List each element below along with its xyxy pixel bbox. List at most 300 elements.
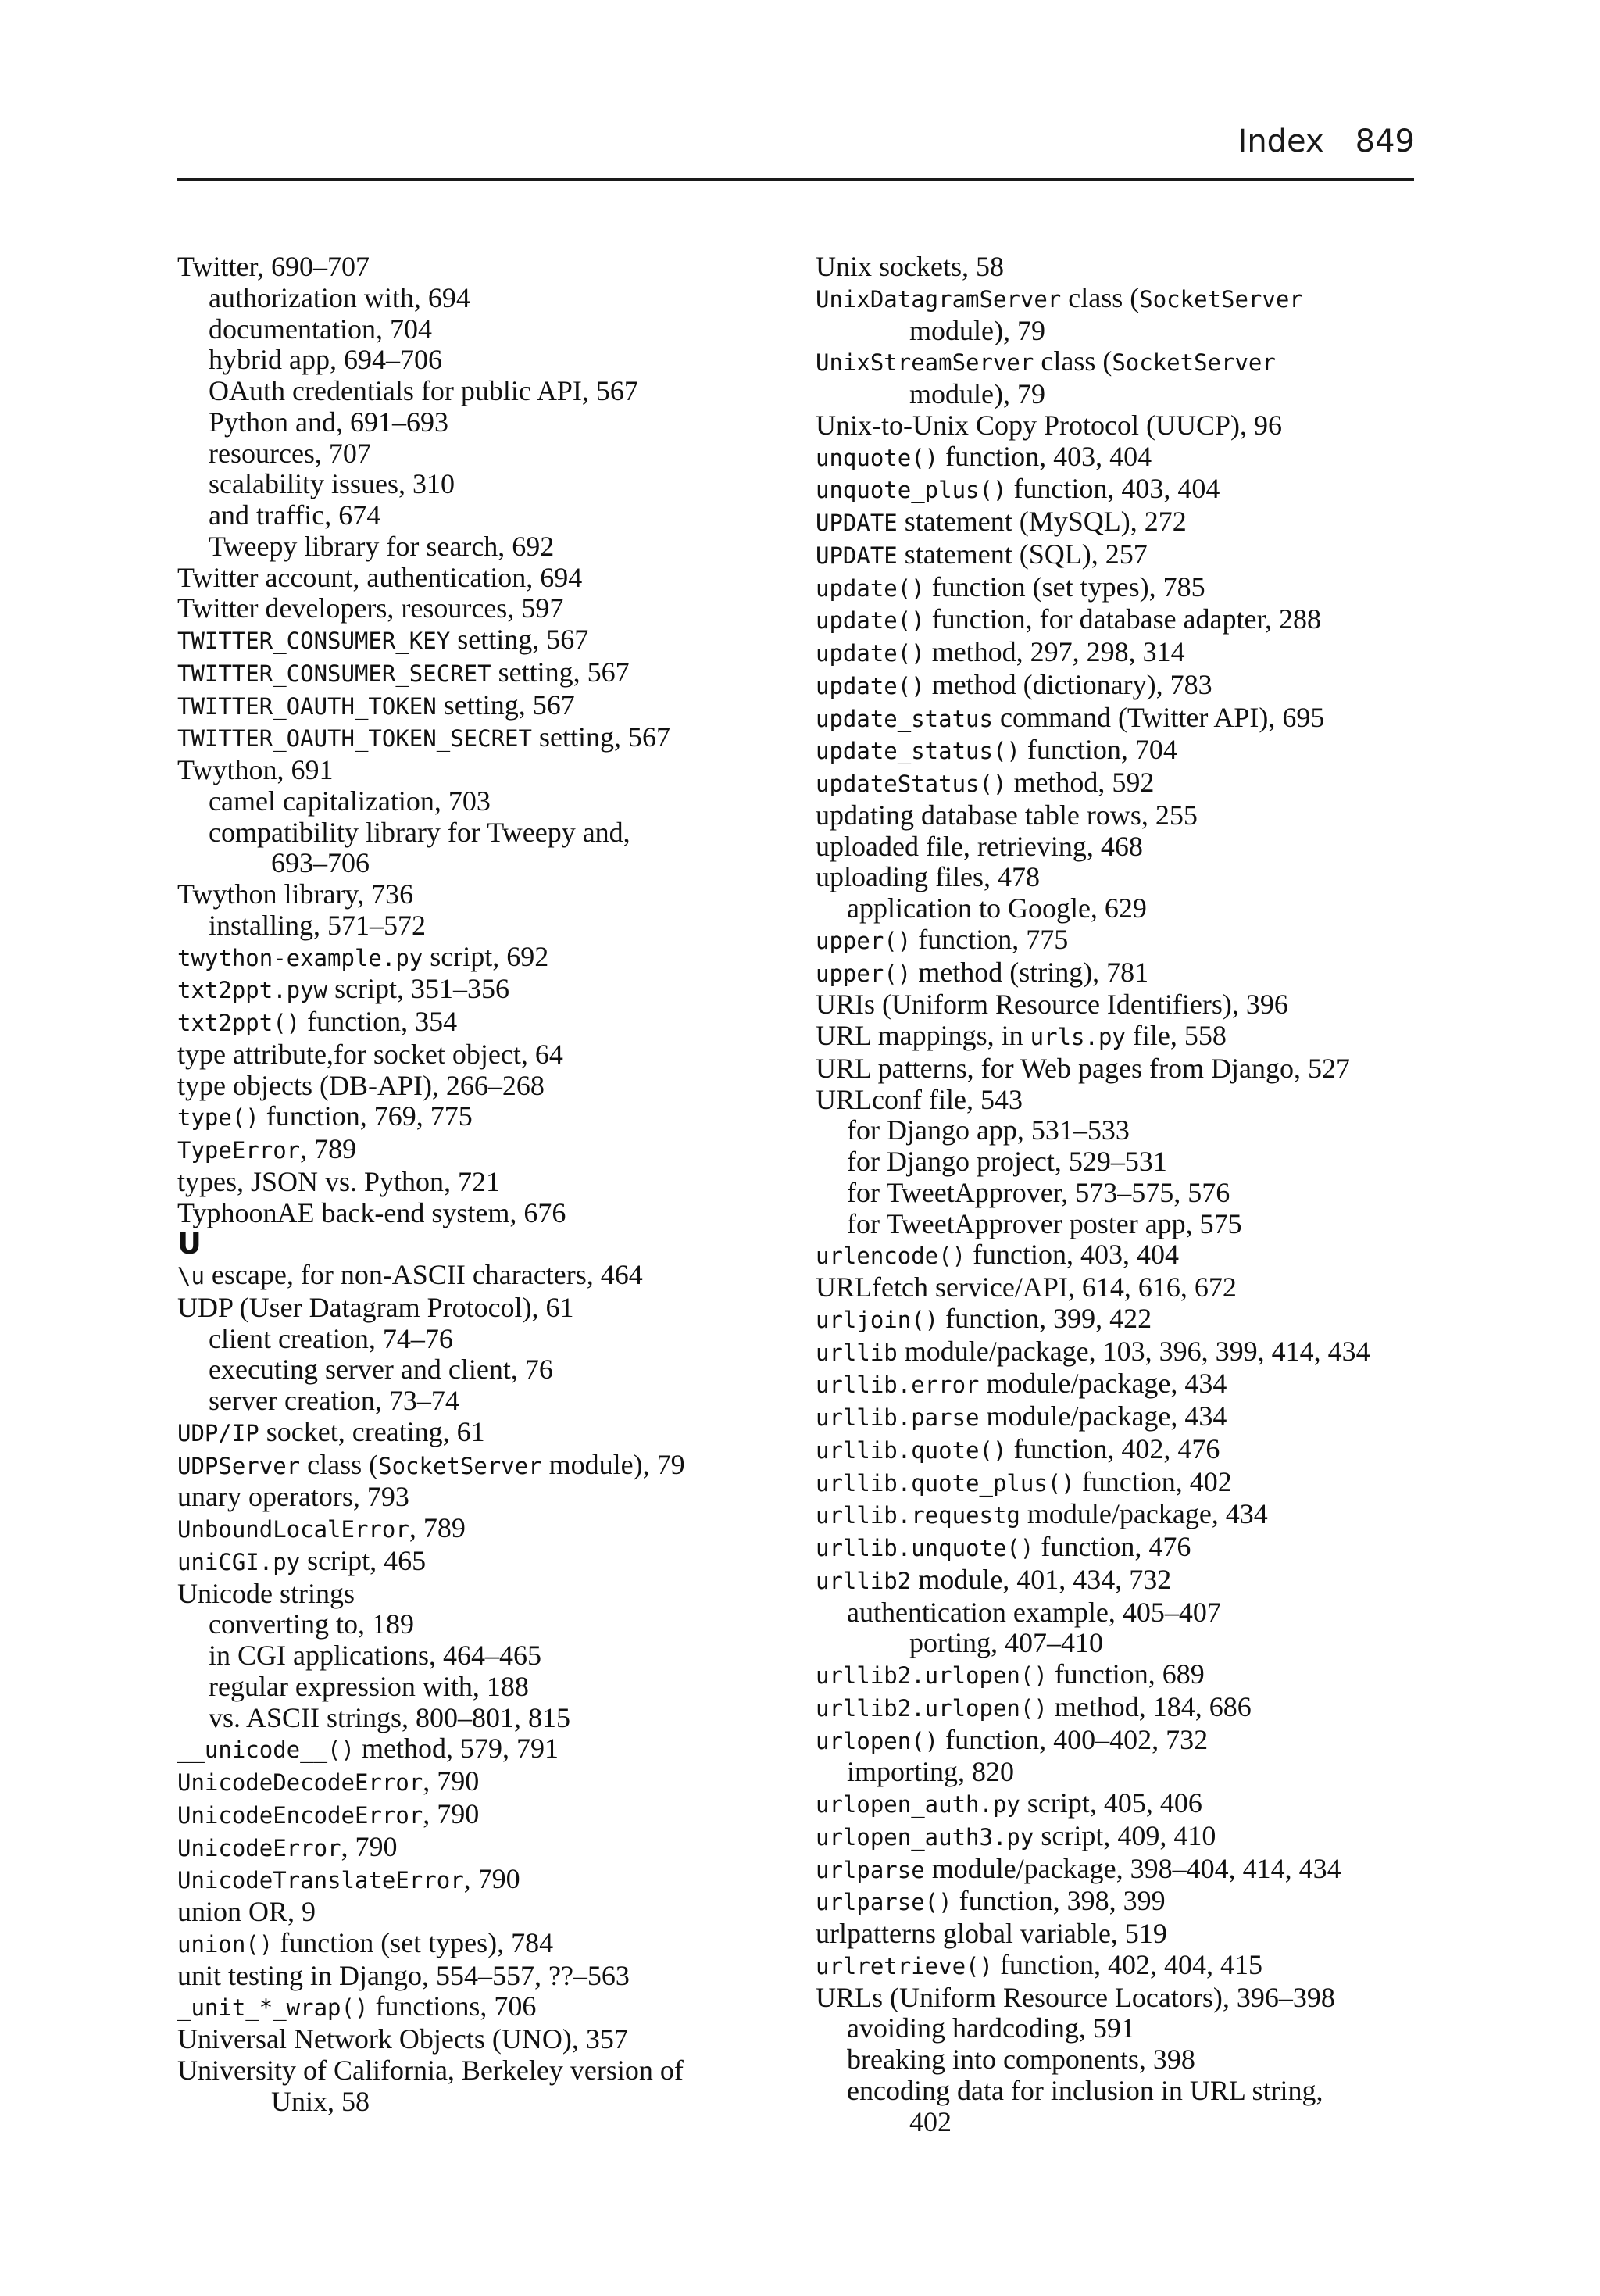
code-term: UnicodeEncodeError xyxy=(177,1801,423,1829)
entry-text: method (dictionary), 783 xyxy=(924,668,1212,700)
index-entry xyxy=(177,1260,779,1293)
index-entry xyxy=(816,1788,1433,1821)
index-entry xyxy=(177,879,779,910)
entry-text: script, 692 xyxy=(423,940,549,972)
entry-text: , 790 xyxy=(341,1830,398,1862)
entry-text: updating database table rows, 255 xyxy=(816,799,1198,831)
entry-text: URLs (Uniform Resource Locators), 396–398 xyxy=(816,1981,1335,2013)
index-subentry xyxy=(177,314,779,345)
index-entry xyxy=(816,1401,1433,1434)
entry-text: UDP (User Datagram Protocol), 61 xyxy=(177,1291,574,1323)
entry-text: function, 402 xyxy=(1074,1465,1232,1497)
entry-text: Twython, 691 xyxy=(177,754,334,785)
code-term: urls.py xyxy=(1030,1024,1126,1050)
code-term: uniCGI.py xyxy=(177,1548,301,1575)
entry-text: uploaded file, retrieving, 468 xyxy=(816,830,1143,862)
code-term: urllib.requestg xyxy=(816,1502,1020,1529)
index-subentry xyxy=(177,469,779,500)
code-term: union() xyxy=(177,1930,273,1958)
index-entry xyxy=(816,474,1433,506)
index-entry xyxy=(177,1897,779,1928)
entry-text: resources, 707 xyxy=(209,437,371,469)
code-term: UnixStreamServer xyxy=(816,349,1034,377)
entry-text: function, 775 xyxy=(911,923,1069,955)
entry-text: , 790 xyxy=(463,1863,520,1895)
index-entry xyxy=(816,1532,1433,1565)
index-entry xyxy=(177,657,779,690)
index-entry-continuation xyxy=(816,316,1433,347)
code-term: urljoin() xyxy=(816,1306,939,1333)
entry-text: statement (SQL), 257 xyxy=(897,538,1148,570)
code-term: type() xyxy=(177,1104,259,1132)
entry-text: uploading files, 478 xyxy=(816,861,1040,893)
code-term: UDPServer xyxy=(177,1452,301,1479)
entry-text: avoiding hardcoding, 591 xyxy=(847,2012,1135,2044)
entry-text: authorization with, 694 xyxy=(209,281,470,313)
entry-text: function, 399, 422 xyxy=(938,1302,1152,1334)
index-entry xyxy=(816,1692,1433,1725)
index-letter-heading: U xyxy=(177,1226,202,1261)
entry-text: method, 184, 686 xyxy=(1047,1690,1252,1722)
code-term: update() xyxy=(816,640,925,667)
index-subentry xyxy=(816,1628,1433,1659)
index-entry xyxy=(816,1821,1433,1854)
header-rule xyxy=(177,178,1414,181)
index-subentry xyxy=(177,1386,779,1417)
code-term: UnicodeError xyxy=(177,1834,341,1861)
entry-text: function, 403, 404 xyxy=(966,1239,1180,1271)
code-term: txt2ppt() xyxy=(177,1010,301,1036)
entry-text: method (string), 781 xyxy=(911,956,1149,988)
index-entry xyxy=(816,1886,1433,1919)
index-entry xyxy=(816,1304,1433,1336)
index-entry xyxy=(816,604,1433,637)
entry-text: module/package, 398–404, 414, 434 xyxy=(924,1852,1341,1884)
running-head xyxy=(1238,123,1415,159)
index-entry xyxy=(177,1799,779,1832)
index-entry xyxy=(177,1928,779,1961)
index-column-left xyxy=(177,252,779,2117)
entry-text: setting, 567 xyxy=(491,656,630,688)
entry-text: URL patterns, for Web pages from Django, 527 xyxy=(816,1052,1350,1084)
index-entry xyxy=(177,1579,779,1610)
code-term: SocketServer xyxy=(1112,349,1276,377)
entry-text: unit testing in Django, 554–557, ??–563 xyxy=(177,1959,630,1991)
index-subentry xyxy=(816,1146,1433,1178)
index-entry xyxy=(177,624,779,657)
index-entry xyxy=(816,1565,1433,1597)
index-entry xyxy=(816,1434,1433,1467)
code-term: urlopen_auth3.py xyxy=(816,1823,1034,1851)
entry-text: setting, 567 xyxy=(436,688,575,721)
index-subentry xyxy=(177,407,779,438)
code-term: urllib2 xyxy=(816,1567,912,1594)
index-subentry xyxy=(816,2044,1433,2076)
index-entry xyxy=(177,1101,779,1134)
index-subentry xyxy=(177,786,779,817)
index-entry xyxy=(816,1085,1433,1116)
index-entry xyxy=(177,1071,779,1102)
index-entry xyxy=(816,1919,1433,1950)
section-title: Index xyxy=(1238,123,1324,159)
entry-text: scalability issues, 310 xyxy=(209,468,455,500)
index-entry xyxy=(816,252,1433,283)
index-entry xyxy=(177,1293,779,1324)
entry-text: OAuth credentials for public API, 567 xyxy=(209,375,638,406)
entry-text: module/package, 434 xyxy=(979,1400,1227,1432)
entry-text: unary operators, 793 xyxy=(177,1481,409,1513)
code-term: urllib.unquote() xyxy=(816,1535,1034,1561)
index-entry xyxy=(177,1864,779,1897)
index-entry xyxy=(816,346,1433,379)
code-term: TWITTER_OAUTH_TOKEN xyxy=(177,692,437,720)
code-term: UnicodeTranslateError xyxy=(177,1867,464,1894)
entry-text: function (set types), 785 xyxy=(924,570,1205,603)
index-entry xyxy=(816,572,1433,605)
index-subentry xyxy=(816,2013,1433,2044)
code-term: update() xyxy=(816,607,925,635)
entry-text: breaking into components, 398 xyxy=(847,2044,1195,2075)
code-term: updateStatus() xyxy=(816,771,1007,797)
entry-text: module), 79 xyxy=(541,1448,685,1480)
index-subentry xyxy=(816,2107,1433,2138)
index-entry xyxy=(177,942,779,975)
entry-text: Python and, 691–693 xyxy=(209,406,449,438)
entry-text: compatibility library for Tweepy and, xyxy=(209,816,630,848)
index-entry xyxy=(816,957,1433,990)
index-entry xyxy=(816,539,1433,572)
entry-text: application to Google, 629 xyxy=(847,892,1147,924)
entry-text: module), 79 xyxy=(909,378,1045,409)
index-entry xyxy=(816,283,1433,316)
code-term: UPDATE xyxy=(816,510,898,536)
code-term: update_status xyxy=(816,705,993,732)
entry-text: Twitter, 690–707 xyxy=(177,251,370,282)
code-term: TWITTER_CONSUMER_SECRET xyxy=(177,660,491,687)
index-entry xyxy=(816,1053,1433,1085)
index-entry xyxy=(177,1546,779,1579)
index-entry xyxy=(177,755,779,786)
code-term: twython-example.py xyxy=(177,944,423,971)
index-entry xyxy=(816,1467,1433,1500)
index-entry xyxy=(816,767,1433,800)
index-subentry xyxy=(177,817,779,849)
entry-text: module, 401, 434, 732 xyxy=(911,1563,1172,1595)
index-entry xyxy=(816,924,1433,957)
code-term: UnicodeDecodeError xyxy=(177,1769,423,1796)
entry-text: , 789 xyxy=(300,1133,357,1164)
code-term: urllib2.urlopen() xyxy=(816,1694,1048,1722)
index-entry xyxy=(816,410,1433,442)
index-entry xyxy=(177,1733,779,1766)
entry-text: URL mappings, in xyxy=(816,1020,1030,1051)
entry-text: class ( xyxy=(1061,281,1140,313)
entry-text: for TweetApprover poster app, 575 xyxy=(847,1207,1242,1239)
code-term: urlencode() xyxy=(816,1243,966,1270)
entry-text: function, 354 xyxy=(300,1006,458,1037)
index-entry xyxy=(177,1167,779,1198)
index-entry xyxy=(816,1950,1433,1983)
entry-text: function, 403, 404 xyxy=(1006,473,1220,505)
entry-text: script, 405, 406 xyxy=(1020,1787,1202,1819)
index-subentry xyxy=(177,1324,779,1355)
index-entry-continuation xyxy=(177,2087,779,2118)
entry-text: Tweepy library for search, 692 xyxy=(209,530,555,562)
entry-text: function, 704 xyxy=(1020,734,1177,766)
index-entry xyxy=(177,1007,779,1039)
code-term: __unicode__() xyxy=(177,1736,355,1764)
entry-text: vs. ASCII strings, 800–801, 815 xyxy=(209,1701,571,1733)
code-term: urlparse() xyxy=(816,1889,952,1916)
code-term: urllib.quote() xyxy=(816,1436,1007,1464)
index-entry xyxy=(177,1832,779,1865)
entry-text: method, 592 xyxy=(1006,767,1155,798)
entry-text: setting, 567 xyxy=(531,721,670,753)
entry-text: importing, 820 xyxy=(847,1756,1014,1788)
index-entry xyxy=(177,722,779,755)
index-subentry xyxy=(816,1209,1433,1240)
entry-text: installing, 571–572 xyxy=(209,909,426,941)
index-subentry xyxy=(177,345,779,376)
code-term: UnixDatagramServer xyxy=(816,285,1062,313)
entry-text: converting to, 189 xyxy=(209,1608,414,1640)
entry-text: function, 476 xyxy=(1034,1531,1191,1562)
code-term: UDP/IP xyxy=(177,1419,259,1447)
code-term: update() xyxy=(816,672,925,699)
entry-text: function, 400–402, 732 xyxy=(938,1723,1209,1755)
entry-text: , 789 xyxy=(409,1512,466,1543)
index-entry xyxy=(177,974,779,1007)
entry-text: Unix-to-Unix Copy Protocol (UUCP), 96 xyxy=(816,409,1282,441)
code-term: urllib.parse xyxy=(816,1404,980,1431)
index-subentry xyxy=(177,1703,779,1734)
index-entry xyxy=(816,989,1433,1021)
entry-text: Twitter account, authentication, 694 xyxy=(177,561,583,593)
entry-text: script, 409, 410 xyxy=(1034,1819,1216,1851)
index-entry xyxy=(177,593,779,624)
index-entry xyxy=(177,2024,779,2055)
index-entry xyxy=(816,1021,1433,1053)
entry-text: URLconf file, 543 xyxy=(816,1083,1023,1115)
index-entry-continuation xyxy=(816,379,1433,410)
entry-text: for Django project, 529–531 xyxy=(847,1146,1167,1177)
entry-text: 693–706 xyxy=(271,847,370,879)
entry-text: server creation, 73–74 xyxy=(209,1385,459,1416)
entry-text: method, 297, 298, 314 xyxy=(924,636,1185,667)
index-subentry xyxy=(816,2076,1433,2107)
index-entry xyxy=(816,1725,1433,1758)
entry-text: function, 769, 775 xyxy=(259,1100,473,1132)
code-term: update_status() xyxy=(816,738,1020,765)
index-subentry xyxy=(177,531,779,563)
code-term: urllib.error xyxy=(816,1372,980,1399)
entry-text: for TweetApprover, 573–575, 576 xyxy=(847,1176,1230,1208)
index-entry xyxy=(177,1134,779,1167)
entry-text: socket, creating, 61 xyxy=(259,1415,485,1447)
entry-text: script, 351–356 xyxy=(327,973,510,1005)
entry-text: regular expression with, 188 xyxy=(209,1670,529,1702)
entry-text: Unicode strings xyxy=(177,1577,355,1609)
code-term: urlparse xyxy=(816,1856,925,1883)
entry-text: 402 xyxy=(909,2105,952,2137)
entry-text: module/package, 103, 396, 399, 414, 434 xyxy=(897,1335,1370,1367)
entry-text: function, 402, 404, 415 xyxy=(992,1948,1262,1980)
index-entry xyxy=(816,1983,1433,2014)
index-entry xyxy=(177,1450,779,1482)
entry-text: URIs (Uniform Resource Identifiers), 396 xyxy=(816,989,1288,1021)
entry-text: University of California, Berkeley version of xyxy=(177,2054,684,2086)
code-term: TWITTER_CONSUMER_KEY xyxy=(177,628,451,654)
code-term: urllib xyxy=(816,1339,898,1366)
index-subentry xyxy=(816,1597,1433,1629)
code-term: update() xyxy=(816,574,925,602)
entry-text: function, 398, 399 xyxy=(952,1885,1166,1917)
entry-text: documentation, 704 xyxy=(209,313,432,345)
entry-text: , 790 xyxy=(423,1765,480,1797)
index-subentry xyxy=(177,1609,779,1640)
index-entry xyxy=(816,1239,1433,1272)
entry-text: Unix, 58 xyxy=(271,2085,370,2117)
code-term: unquote_plus() xyxy=(816,477,1007,504)
index-subentry xyxy=(177,910,779,942)
entry-text: TyphoonAE back-end system, 676 xyxy=(177,1196,566,1228)
index-entry xyxy=(177,2055,779,2087)
code-term: upper() xyxy=(816,927,912,954)
entry-text: types, JSON vs. Python, 721 xyxy=(177,1165,501,1197)
index-subentry xyxy=(816,1757,1433,1788)
entry-text: function (set types), 784 xyxy=(273,1926,554,1958)
index-entry xyxy=(816,637,1433,670)
index-subentry xyxy=(177,848,779,879)
index-subentry xyxy=(177,500,779,531)
entry-text: type objects (DB-API), 266–268 xyxy=(177,1069,545,1101)
entry-text: executing server and client, 76 xyxy=(209,1354,553,1386)
index-entry xyxy=(816,703,1433,735)
entry-text: class ( xyxy=(300,1448,379,1480)
index-subentry xyxy=(816,893,1433,924)
code-term: urlretrieve() xyxy=(816,1952,993,1979)
entry-text: function, 403, 404 xyxy=(938,440,1152,472)
index-entry xyxy=(177,563,779,594)
index-entry xyxy=(177,252,779,283)
index-entry xyxy=(177,1417,779,1450)
index-entry xyxy=(816,831,1433,863)
entry-text: Twitter developers, resources, 597 xyxy=(177,592,564,624)
index-entry xyxy=(177,1198,779,1229)
entry-text: module), 79 xyxy=(909,314,1045,346)
entry-text: function, 402, 476 xyxy=(1006,1432,1220,1465)
index-entry xyxy=(177,1961,779,1992)
index-entry xyxy=(177,1991,779,2024)
entry-text: client creation, 74–76 xyxy=(209,1322,453,1354)
index-entry xyxy=(816,1336,1433,1369)
entry-text: command (Twitter API), 695 xyxy=(992,701,1325,733)
entry-text: URLfetch service/API, 614, 616, 672 xyxy=(816,1271,1237,1303)
index-entry xyxy=(177,1513,779,1546)
code-term: urllib2.urlopen() xyxy=(816,1662,1048,1689)
entry-text: module/package, 434 xyxy=(979,1368,1227,1400)
entry-text: authentication example, 405–407 xyxy=(847,1596,1221,1628)
index-entry xyxy=(816,735,1433,767)
entry-text: hybrid app, 694–706 xyxy=(209,344,442,376)
index-entry xyxy=(816,1272,1433,1304)
index-entry xyxy=(816,800,1433,831)
code-term: _unit_*_wrap() xyxy=(177,1994,369,2022)
entry-text: method, 579, 791 xyxy=(354,1733,559,1765)
page-number: 849 xyxy=(1355,123,1415,159)
entry-text: file, 558 xyxy=(1125,1020,1227,1051)
code-term: txt2ppt.pyw xyxy=(177,977,328,1004)
entry-text: urlpatterns global variable, 519 xyxy=(816,1918,1167,1949)
entry-text: script, 465 xyxy=(300,1544,427,1576)
code-term: UnboundLocalError xyxy=(177,1516,409,1543)
index-entry xyxy=(177,1766,779,1799)
entry-text: functions, 706 xyxy=(368,1990,537,2022)
code-term: UPDATE xyxy=(816,542,898,569)
entry-text: class ( xyxy=(1034,345,1112,377)
entry-text: camel capitalization, 703 xyxy=(209,785,491,817)
entry-text: function, for database adapter, 288 xyxy=(924,603,1322,635)
index-entry xyxy=(816,862,1433,893)
code-term: urllib.quote_plus() xyxy=(816,1469,1075,1497)
index-entry xyxy=(816,1368,1433,1401)
entry-text: porting, 407–410 xyxy=(909,1627,1103,1659)
index-entry xyxy=(816,1499,1433,1532)
code-term: TWITTER_OAUTH_TOKEN_SECRET xyxy=(177,725,532,753)
index-subentry xyxy=(177,376,779,407)
index-subentry xyxy=(177,1354,779,1386)
index-entry xyxy=(177,1039,779,1071)
entry-text: for Django app, 531–533 xyxy=(847,1114,1130,1146)
index-subentry xyxy=(177,438,779,470)
entry-text: type attribute,for socket object, 64 xyxy=(177,1038,563,1070)
index-entry xyxy=(816,670,1433,703)
entry-text: in CGI applications, 464–465 xyxy=(209,1640,541,1671)
entry-text: Universal Network Objects (UNO), 357 xyxy=(177,2023,628,2055)
code-term: \u xyxy=(177,1263,205,1289)
code-term: SocketServer xyxy=(1139,285,1303,313)
entry-text: and traffic, 674 xyxy=(209,499,381,531)
index-entry xyxy=(177,690,779,723)
entry-text: Unix sockets, 58 xyxy=(816,251,1004,282)
entry-text: statement (MySQL), 272 xyxy=(897,506,1187,537)
index-entry xyxy=(177,1482,779,1513)
index-subentry xyxy=(177,1640,779,1672)
code-term: upper() xyxy=(816,960,912,987)
index-entry xyxy=(816,1659,1433,1692)
entry-text: escape, for non-ASCII characters, 464 xyxy=(204,1259,643,1290)
code-term: urlopen_auth.py xyxy=(816,1791,1020,1818)
index-column-right xyxy=(816,252,1433,2137)
index-entry xyxy=(816,1854,1433,1887)
entry-text: Twython library, 736 xyxy=(177,878,414,910)
entry-text: function, 689 xyxy=(1047,1658,1205,1690)
code-term: TypeError xyxy=(177,1137,301,1164)
index-entry xyxy=(816,442,1433,474)
code-term: SocketServer xyxy=(378,1452,542,1479)
index-subentry xyxy=(177,283,779,314)
index-subentry xyxy=(816,1115,1433,1146)
index-subentry xyxy=(816,1178,1433,1209)
code-term: unquote() xyxy=(816,444,939,471)
index-entry xyxy=(816,506,1433,539)
code-term: urlopen() xyxy=(816,1727,939,1754)
index-subentry xyxy=(177,1672,779,1703)
entry-text: union OR, 9 xyxy=(177,1896,316,1927)
entry-text: setting, 567 xyxy=(450,624,589,655)
entry-text: module/package, 434 xyxy=(1020,1498,1268,1530)
entry-text: , 790 xyxy=(423,1797,480,1829)
